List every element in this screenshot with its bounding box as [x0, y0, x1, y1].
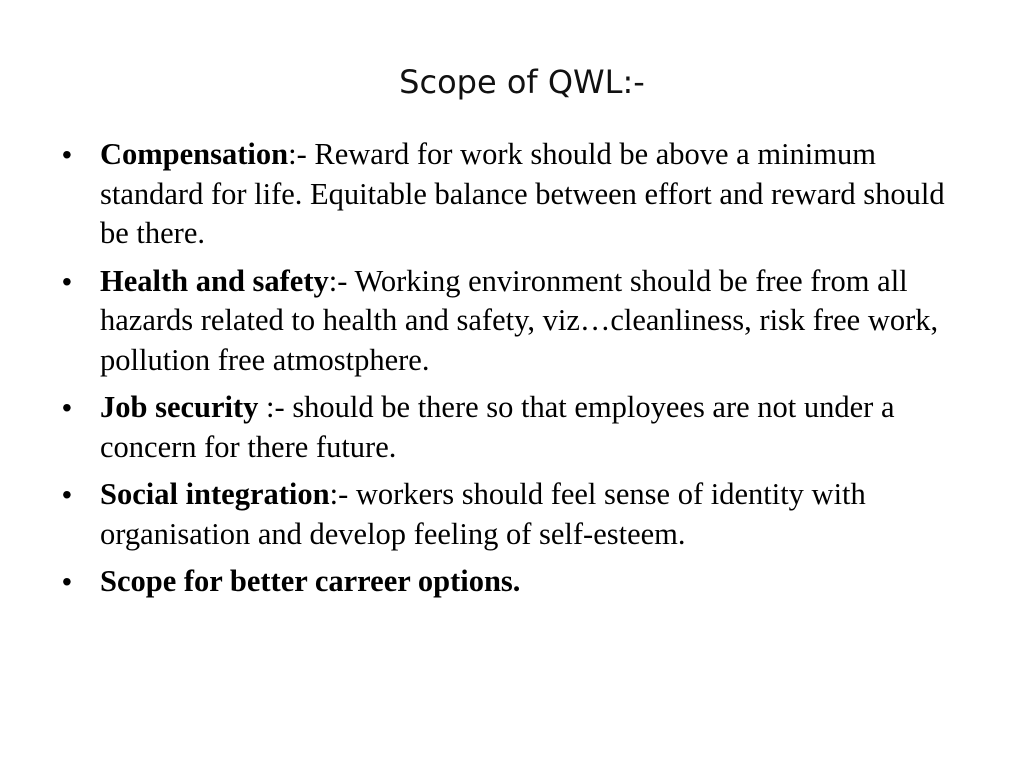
bullet-separator: :- — [288, 137, 315, 171]
bullet-text: Working environment should be free from all hazards related to health and safety, viz…cleanliness, risk free work, pollution free atmostphere. — [100, 263, 939, 377]
bullet-term: Social integration — [100, 477, 330, 511]
bullet-item-social-integration — [62, 475, 972, 554]
bullet-term: Scope for better carreer options. — [100, 564, 521, 598]
bullet-icon: • — [62, 479, 72, 510]
bullet-text: Reward for work should be above a minimum standard for life. Equitable balance between effort and reward should be there. — [100, 137, 945, 250]
bullet-list — [62, 135, 972, 610]
bullet-term: Health and safety — [100, 263, 329, 298]
bullet-separator: :- — [329, 477, 356, 511]
bullet-term: Compensation — [100, 137, 289, 171]
bullet-item-compensation — [62, 135, 972, 254]
bullet-text: workers should feel sense of identity with organisation and develop feeling of self-esteem. — [100, 477, 866, 551]
bullet-separator: :- — [258, 390, 293, 424]
bullet-icon: • — [62, 566, 72, 597]
bullet-item-job-security — [62, 388, 972, 467]
bullet-icon: • — [62, 392, 72, 423]
bullet-item-career-options — [62, 562, 972, 602]
slide-title: Scope of QWL:- — [399, 63, 645, 101]
bullet-icon: • — [62, 139, 72, 170]
bullet-term: Job security — [100, 390, 259, 424]
bullet-icon: • — [62, 265, 72, 297]
bullet-text: should be there so that employees are not under a concern for there future. — [100, 390, 895, 464]
bullet-separator: :- — [328, 263, 355, 298]
bullet-item-health-and-safety — [62, 262, 972, 381]
